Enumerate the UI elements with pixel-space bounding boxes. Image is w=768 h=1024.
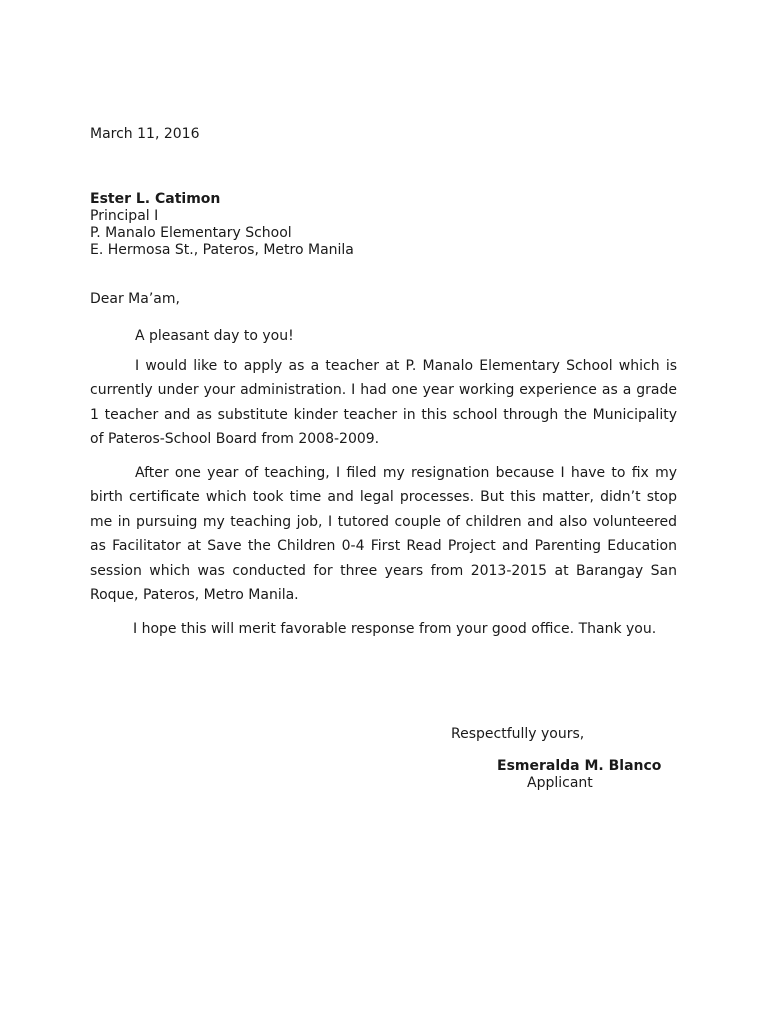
body-paragraph-application: I would like to apply as a teacher at P. Manalo Elementary School which is currently under your administration. I had one year working experience as a grade 1 teacher and as substitute kinder teacher in this school through the Municipality of Pateros-School Board from 2008-2009. — [90, 357, 677, 447]
signer-name: Esmeralda M. Blanco — [497, 758, 662, 774]
letter-date: March 11, 2016 — [90, 126, 200, 142]
recipient-address: E. Hermosa St., Pateros, Metro Manila — [90, 242, 354, 258]
recipient-name: Ester L. Catimon — [90, 191, 221, 207]
salutation: Dear Ma’am, — [90, 291, 180, 307]
recipient-block — [90, 191, 354, 259]
body-paragraph-closing: I hope this will merit favorable response from your good office. Thank you. — [133, 620, 657, 637]
signer-title: Applicant — [527, 775, 593, 791]
body-paragraph-greeting: A pleasant day to you! — [135, 328, 294, 344]
complimentary-close: Respectfully yours, — [451, 726, 585, 742]
recipient-title: Principal I — [90, 208, 159, 224]
body-paragraph-background: After one year of teaching, I filed my resignation because I have to fix my birth certificate which took time and legal processes. But this matter, didn’t stop me in pursuing my teaching job, I tutored couple of children and also volunteered as Facilitator at Save the Children 0-4 First Read Project and Parenting Education session which was conducted for three years from 2013-2015 at Barangay San Roque, Pateros, Metro Manila. — [90, 464, 677, 603]
recipient-school: P. Manalo Elementary School — [90, 225, 292, 241]
letter-body — [90, 324, 677, 641]
